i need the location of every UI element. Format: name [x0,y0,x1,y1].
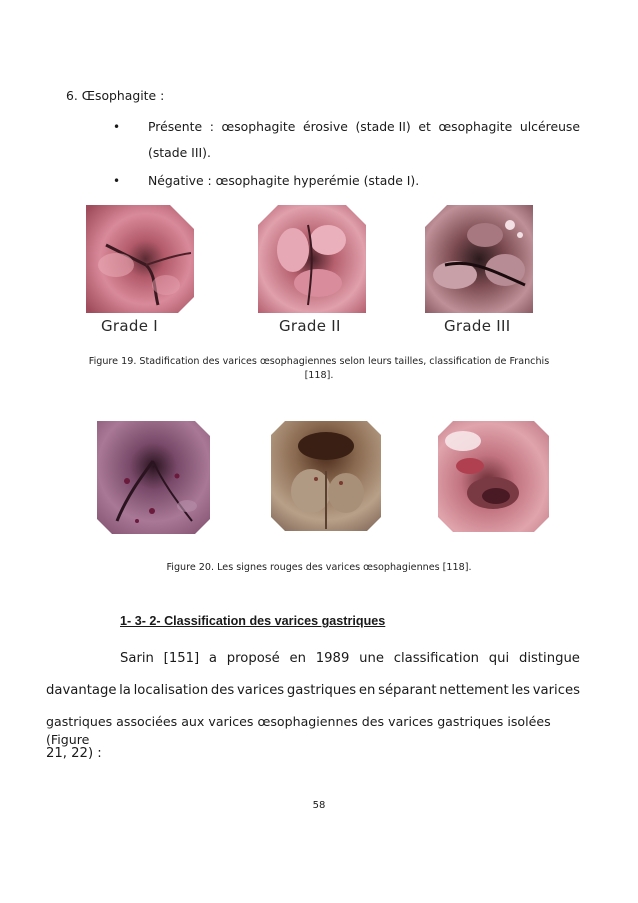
word: ulcéreuse [519,119,580,134]
word: en [358,683,376,698]
grade-label: Grade III [444,317,511,335]
word: en [289,651,307,666]
endoscopy-photo-red-sign-2 [271,421,381,531]
word: classification [393,651,480,666]
paragraph-line-4: 21, 22) : [46,746,102,761]
endoscopy-photo-grade-2 [258,205,366,313]
paragraph-line-2 [46,682,580,700]
word: des [210,683,235,698]
bullet-1-line-2: (stade III). [148,145,211,160]
bullet-symbol: • [113,120,121,134]
word: qui [488,651,510,666]
endoscopy-photo-grade-3 [425,205,533,313]
bullet-1-line-1 [148,119,580,135]
endoscopy-photo-grade-1 [86,205,194,313]
word: distingue [518,651,580,666]
word: une [359,651,384,666]
word: (stade II) [355,119,411,134]
endoscopy-photo-red-sign-3 [438,421,549,532]
word: Présente [148,119,203,134]
word: proposé [226,651,280,666]
word: gastriques [286,683,357,698]
word: les [511,683,531,698]
section-title: 6. Œsophagite : [66,88,165,103]
grade-label: Grade I [101,317,159,335]
word: la [119,683,131,698]
word: érosive [302,119,348,134]
word: œsophagite [221,119,296,134]
bullet-2-line-1: Négative : œsophagite hyperémie (stade I). [148,173,420,188]
word: Sarin [120,651,154,666]
word: varices [532,683,580,698]
word: œsophagite [438,119,513,134]
word: [151] [163,651,200,666]
paragraph-line-1 [120,650,580,668]
word: nettement [439,683,509,698]
section-heading: 1- 3- 2- Classification des varices gastriques [120,614,386,628]
word: varices [236,683,285,698]
figure-caption-continued: [118]. [304,370,334,381]
word: a [208,651,217,666]
endoscopy-photo-red-sign-1 [97,421,210,534]
figure-caption: Figure 19. Stadification des varices œsophagiennes selon leurs tailles, classification de Franchis [88,356,550,367]
paragraph-line-3: gastriques associées aux varices œsophagiennes des varices gastriques isolées (Figure [46,714,551,747]
word: davantage [46,683,117,698]
word: 1989 [315,651,350,666]
page-number: 58 [312,800,326,811]
figure-caption: Figure 20. Les signes rouges des varices œsophagiennes [118]. [166,562,472,573]
word: et [418,119,431,134]
word: séparant [378,683,437,698]
word: : [209,119,214,134]
grade-label: Grade II [279,317,341,335]
word: localisation [133,683,209,698]
bullet-symbol: • [113,174,121,188]
